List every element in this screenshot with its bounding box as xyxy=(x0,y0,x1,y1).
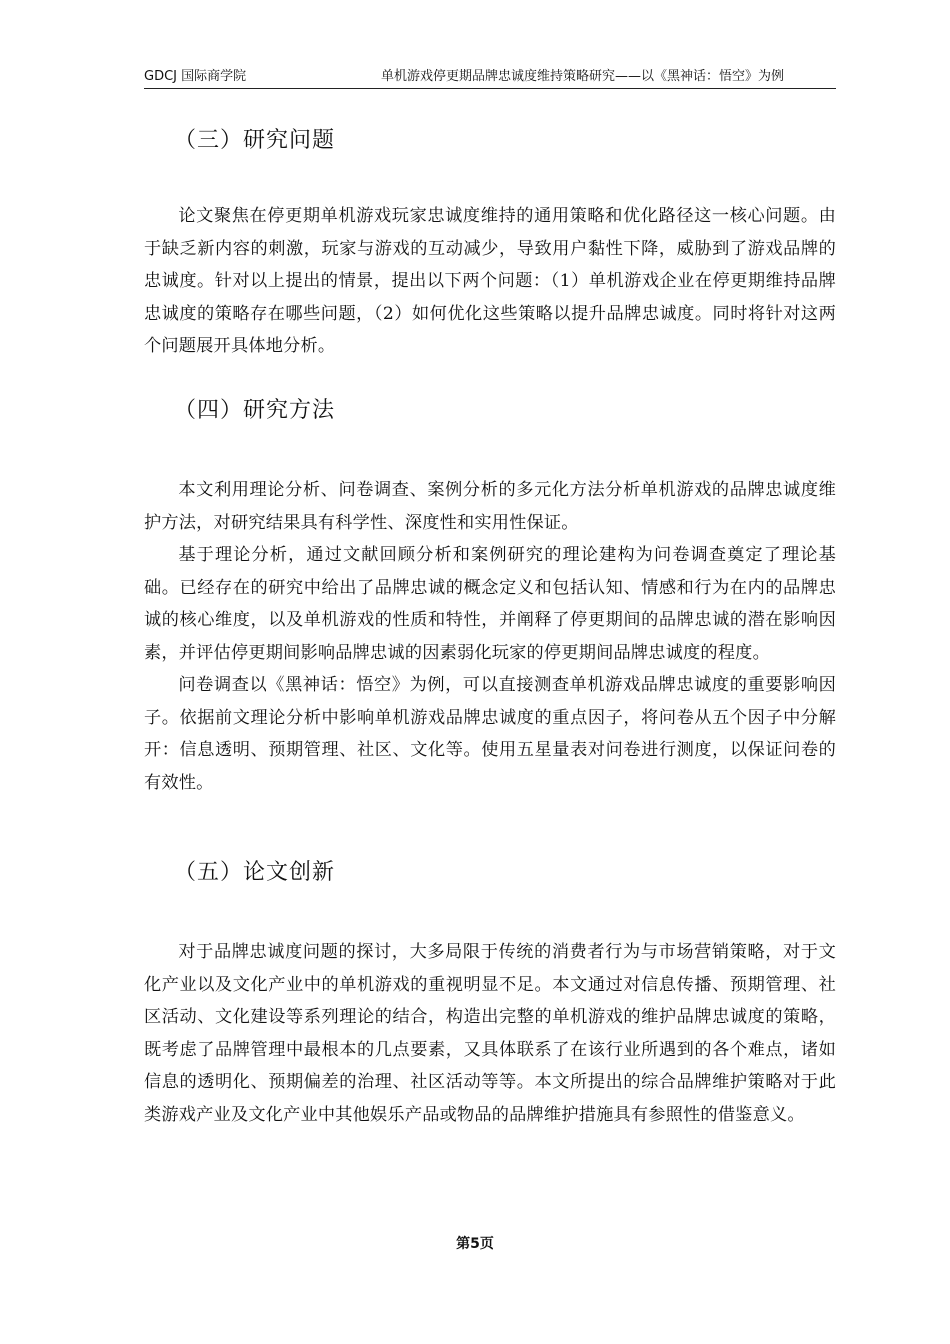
section-research-methods xyxy=(144,396,836,799)
page-header xyxy=(144,68,836,89)
page-number: 第5页 xyxy=(456,1236,494,1252)
section-heading: （四）研究方法 xyxy=(174,398,336,423)
section-innovation xyxy=(144,858,836,1131)
paragraph: 论文聚焦在停更期单机游戏玩家忠诚度维持的通用策略和优化路径这一核心问题。由于缺乏新内容的刺激，玩家与游戏的互动减少，导致用户黏性下降，威胁到了游戏品牌的忠诚度。针对以上提出的情景，提出以下两个问题：（1）单机游戏企业在停更期维持品牌忠诚度的策略存在哪些问题，（2）如何优化这些策略以提升品牌忠诚度。同时将针对这两个问题展开具体地分析。 xyxy=(144,206,836,356)
header-institution: GDCJ 国际商学院 xyxy=(144,69,247,84)
paragraph: 对于品牌忠诚度问题的探讨，大多局限于传统的消费者行为与市场营销策略，对于文化产业以及文化产业中的单机游戏的重视明显不足。本文通过对信息传播、预期管理、社区活动、文化建设等系列理论的结合，构造出完整的单机游戏的维护品牌忠诚度的策略，既考虑了品牌管理中最根本的几点要素，又具体联系了在该行业所遇到的各个难点，诸如信息的透明化、预期偏差的治理、社区活动等等。本文所提出的综合品牌维护策略对于此类游戏产业及文化产业中其他娱乐产品或物品的品牌维护措施具有参照性的借鉴意义。 xyxy=(144,942,836,1125)
paragraph: 本文利用理论分析、问卷调查、案例分析的多元化方法分析单机游戏的品牌忠诚度维护方法，对研究结果具有科学性、深度性和实用性保证。 xyxy=(144,480,836,533)
header-paper-title: 单机游戏停更期品牌忠诚度维持策略研究——以《黑神话：悟空》为例 xyxy=(380,69,784,84)
section-heading: （五）论文创新 xyxy=(174,860,336,885)
section-heading: （三）研究问题 xyxy=(174,128,336,153)
paragraph: 基于理论分析，通过文献回顾分析和案例研究的理论建构为问卷调查奠定了理论基础。已经存在的研究中给出了品牌忠诚的概念定义和包括认知、情感和行为在内的品牌忠诚的核心维度，以及单机游戏的性质和特性，并阐释了停更期间的品牌忠诚的潜在影响因素，并评估停更期间影响品牌忠诚的因素弱化玩家的停更期间品牌忠诚度的程度。 xyxy=(144,545,836,663)
paragraph: 问卷调查以《黑神话：悟空》为例，可以直接测查单机游戏品牌忠诚度的重要影响因子。依据前文理论分析中影响单机游戏品牌忠诚度的重点因子，将问卷从五个因子中分解开：信息透明、预期管理、社区、文化等。使用五星量表对问卷进行测度，以保证问卷的有效性。 xyxy=(144,675,836,793)
section-research-questions xyxy=(144,126,836,363)
